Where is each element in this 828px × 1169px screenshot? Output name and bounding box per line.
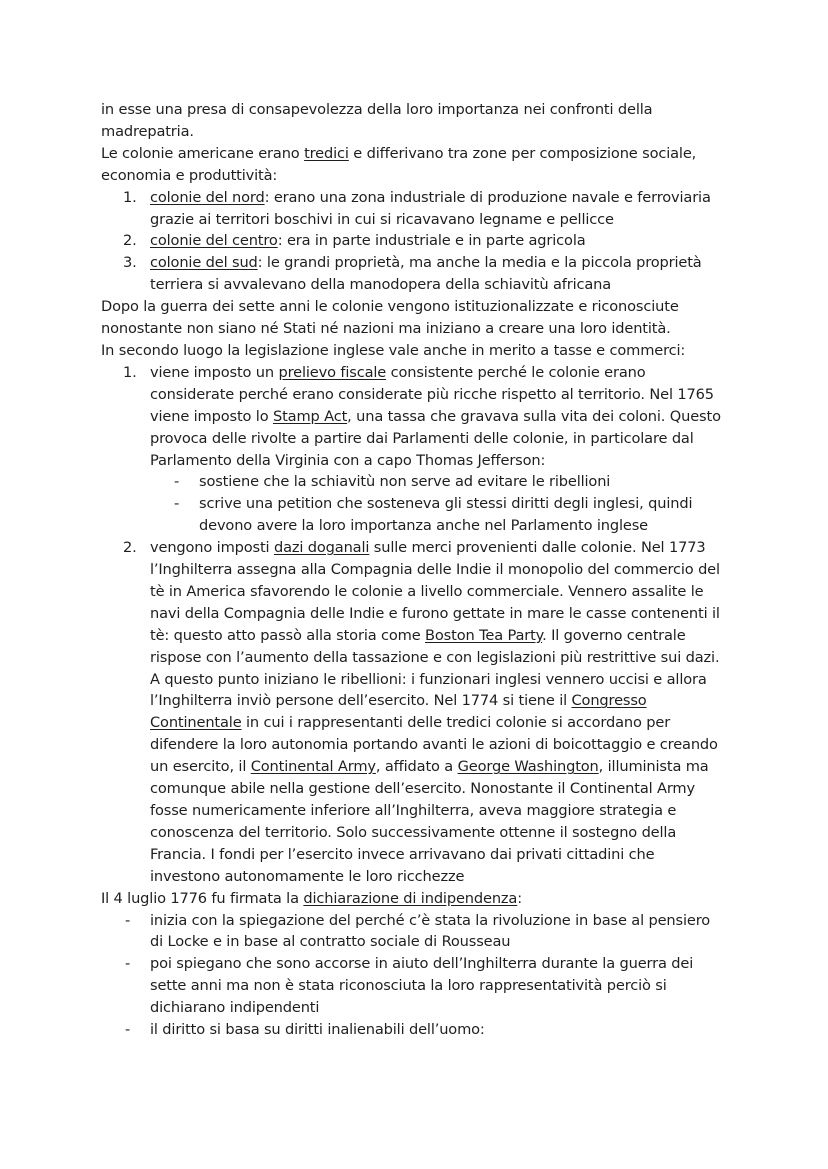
text-run: , una tassa che gravava sulla vita dei coloni. Questo provoca delle rivolte a partire dai Parlamenti delle colonie, in particolare dal Parlamento della Virginia con a capo Thomas Jefferson: — [150, 407, 721, 469]
list-item — [101, 910, 726, 954]
list-number: 1. — [123, 363, 137, 381]
paragraph-colonies — [101, 143, 726, 187]
underlined-term: Stamp Act — [272, 407, 348, 425]
list-number: 3. — [123, 254, 137, 272]
paragraph-intro: in esse una presa di consapevolezza della loro importanza nei confronti della madrepatria. — [101, 101, 653, 140]
list-item-text: inizia con la spiegazione del perché c’è stata la rivoluzione in base al pensiero di Locke e in base al contratto sociale di Rousseau — [150, 911, 711, 951]
underlined-term: prelievo fiscale — [278, 363, 387, 381]
text-run: Il 4 luglio 1776 fu firmata la — [101, 889, 304, 907]
text-run: , affidato a — [375, 758, 458, 776]
text-run: e differivano tra zone per composizione sociale, economia e produttività: — [101, 144, 697, 184]
text-run: sulle merci provenienti dalle colonie. Nel 1773 l’Inghilterra assegna alla Compagnia delle Indie il monopolio del commercio del tè in America sfavorendo le colonie a livello commerciale. Vennero assalite le navi della Compagnia delle Indie e furono gettate in mare le casse contenenti il tè: questo atto passò alla storia come — [150, 539, 720, 644]
declaration-list — [101, 910, 726, 1041]
colonies-list — [101, 187, 726, 297]
list-item-text: : le grandi proprietà, ma anche la media e la piccola proprietà terriera si avvalevano della manodopera della schiavitù africana — [150, 254, 702, 294]
text-run: : — [517, 889, 522, 907]
underlined-term: George Washington — [457, 758, 599, 776]
sub-list-item — [150, 471, 726, 493]
text-run: . Il governo centrale rispose con l’aumento della tassazione e con legislazioni più restrittive sui dazi. A questo punto iniziano le ribellioni: i funzionari inglesi vennero uccisi e allora l’Inghilterra inviò persone dell’esercito. Nel 1774 si tiene il — [150, 626, 720, 710]
underlined-term: colonie del sud — [150, 254, 258, 272]
list-item — [101, 362, 726, 537]
text-run: in cui i rappresentanti delle tredici colonie si accordano per difendere la loro autonomia portando avanti le azioni di boicottaggio e creando un esercito, il — [150, 714, 718, 776]
underlined-term: tredici — [304, 144, 349, 162]
dash-marker: - — [174, 495, 180, 513]
underlined-term: Congresso Continentale — [150, 692, 647, 732]
list-item — [101, 537, 726, 888]
list-item — [101, 252, 726, 296]
list-item — [101, 953, 726, 1019]
underlined-term: Continental Army — [250, 758, 376, 776]
paragraph-legislation: In secondo luogo la legislazione inglese vale anche in merito a tasse e commerci: — [101, 341, 686, 359]
list-item-text: poi spiegano che sono accorse in aiuto dell’Inghilterra durante la guerra dei sette anni ma non è stata riconosciuta la loro rappresentatività perciò si dichiarano indipendenti — [150, 955, 694, 1017]
list-item-text: il diritto si basa su diritti inalienabili dell’uomo: — [150, 1021, 485, 1039]
taxes-list — [101, 362, 726, 888]
list-item-text: : era in parte industriale e in parte agricola — [277, 232, 586, 250]
underlined-term: dichiarazione di indipendenza — [303, 889, 518, 907]
sub-list — [150, 471, 726, 537]
list-number: 2. — [123, 232, 137, 250]
list-number: 2. — [123, 539, 137, 557]
underlined-term: Boston Tea Party — [425, 626, 543, 644]
paragraph-after-war: Dopo la guerra dei sette anni le colonie vengono istituzionalizzate e riconosciute nonostante non siano né Stati né nazioni ma iniziano a creare una loro identità. — [101, 298, 679, 338]
text-run: vengono imposti — [150, 539, 274, 557]
sub-list-text: scrive una petition che sosteneva gli stessi diritti degli inglesi, quindi devono avere la loro importanza anche nel Parlamento inglese — [199, 495, 693, 535]
sub-list-text: sostiene che la schiavitù non serve ad evitare le ribellioni — [199, 473, 611, 491]
dash-marker: - — [174, 473, 180, 491]
list-number: 1. — [123, 188, 137, 206]
underlined-term: dazi doganali — [273, 539, 370, 557]
list-item — [101, 230, 726, 252]
list-item-text: : erano una zona industriale di produzione navale e ferroviaria grazie ai territori boschivi in cui si ricavavano legname e pellicce — [150, 188, 711, 228]
list-item — [101, 187, 726, 231]
dash-marker: - — [125, 911, 131, 929]
text-run: consistente perché le colonie erano considerate perché erano considerate più ricche rispetto al territorio. Nel 1765 viene imposto lo — [150, 363, 714, 425]
underlined-term: colonie del centro — [150, 232, 278, 250]
paragraph-declaration — [101, 888, 726, 910]
sub-list-item — [150, 493, 726, 537]
list-item — [101, 1019, 726, 1041]
text-run: Le colonie americane erano — [101, 144, 305, 162]
text-run: viene imposto un — [150, 363, 279, 381]
text-run: , illuminista ma comunque abile nella gestione dell’esercito. Nonostante il Continental Army fosse numericamente inferiore all’Inghilterra, aveva maggiore strategia e conoscenza del territorio. Solo successivamente ottenne il sostegno della Francia. I fondi per l’esercito invece arrivavano dai privati cittadini che investono autonomamente le loro ricchezze — [150, 758, 709, 885]
document-body — [101, 99, 726, 1041]
dash-marker: - — [125, 1021, 131, 1039]
dash-marker: - — [125, 955, 131, 973]
underlined-term: colonie del nord — [150, 188, 265, 206]
